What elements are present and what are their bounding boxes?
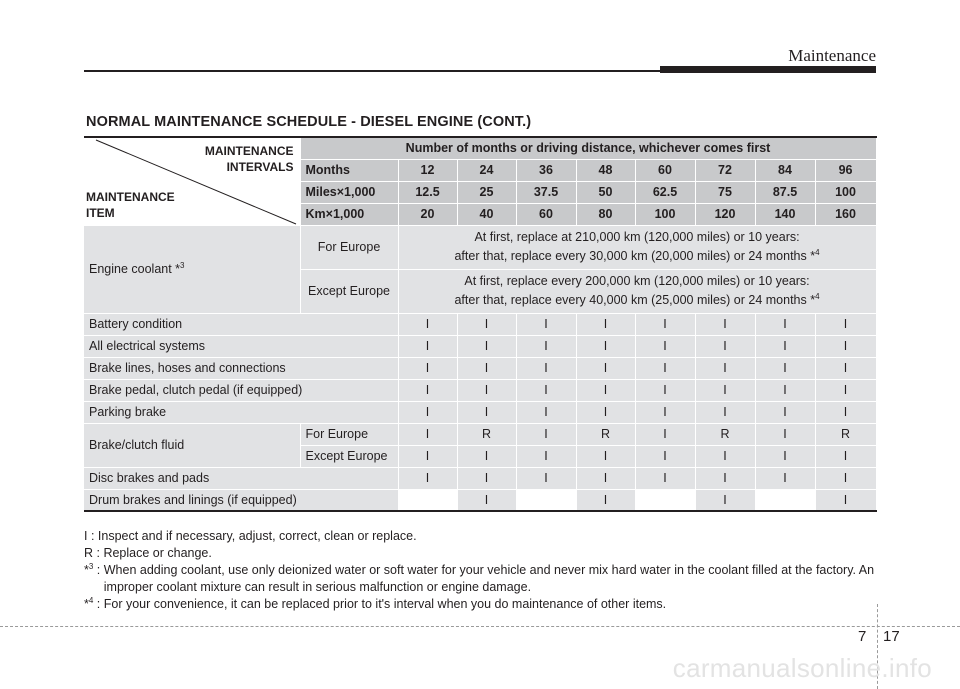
page-title: NORMAL MAINTENANCE SCHEDULE - DIESEL ENGINE (CONT.) — [86, 114, 532, 130]
table-row: Brake/clutch fluid For Europe I R I R I R I R — [84, 423, 876, 445]
table-row: All electrical systems I I I I I I I I — [84, 335, 876, 357]
table-row: Disc brakes and pads I I I I I I I I — [84, 467, 876, 489]
coolant-note-europe: At first, replace at 210,000 km (120,000 miles) or 10 years: after that, replace every 30,000 km (20,000 miles) or 24 months *$^4$ — [398, 225, 876, 269]
footnote-3: *$^3$ : When adding coolant, use only deionized water or soft water for your vehicle and never mix hard water in the coolant filled at the factory. An improper coolant mixture can result in serious malfunction or engine damage. — [84, 561, 875, 594]
footnote-4: *$^4$ : For your convenience, it can be replaced prior to it's interval when you do maintenance of other items. — [84, 595, 667, 611]
table-row: Brake pedal, clutch pedal (if equipped) I I I I I I I I — [84, 379, 876, 401]
coolant-region-europe: For Europe — [300, 225, 398, 269]
table-row — [84, 225, 876, 269]
table-row: Parking brake I I I I I I I I — [84, 401, 876, 423]
footer-rule — [0, 626, 960, 627]
corner-item-label: MAINTENANCE ITEM — [86, 189, 175, 220]
interval-row-miles: Miles×1,000 12.5 25 37.5 50 62.5 75 87.5 100 — [84, 181, 876, 203]
running-header: Maintenance — [788, 46, 876, 65]
table-row: Drum brakes and linings (if equipped) I I I I — [84, 489, 876, 511]
header-rule — [84, 70, 660, 72]
table-row: Except Europe I I I I I I I I — [84, 445, 876, 467]
chapter-number: 7 — [858, 628, 867, 645]
interval-heading: Number of months or driving distance, whichever comes first — [300, 137, 876, 159]
coolant-region-except: Except Europe — [300, 269, 398, 313]
table-row: Battery condition I I I I I I I I — [84, 313, 876, 335]
page-number: 17 — [883, 628, 900, 645]
footnote-replace: R : Replace or change. — [84, 546, 212, 560]
corner-intervals-label: MAINTENANCE INTERVALS — [204, 144, 294, 174]
interval-row-months: Months 12 24 36 48 60 72 84 96 — [84, 159, 876, 181]
brake-fluid-label: Brake/clutch fluid — [84, 423, 300, 467]
maintenance-schedule-table — [84, 136, 877, 512]
footnotes — [84, 528, 876, 613]
footnote-inspect: I : Inspect and if necessary, adjust, correct, clean or replace. — [84, 529, 417, 543]
table-corner-header — [84, 137, 300, 225]
watermark: carmanualsonline.info — [672, 653, 932, 683]
table-row: Brake lines, hoses and connections I I I I I I I I — [84, 357, 876, 379]
coolant-note-except: At first, replace every 200,000 km (120,000 miles) or 10 years: after that, replace every 40,000 km (25,000 miles) or 24 months *$^4$ — [398, 269, 876, 313]
header-rule-bar — [660, 66, 876, 73]
coolant-label: Engine coolant *$^3$ — [84, 225, 300, 313]
interval-row-km: Km×1,000 20 40 60 80 100 120 140 160 — [84, 203, 876, 225]
